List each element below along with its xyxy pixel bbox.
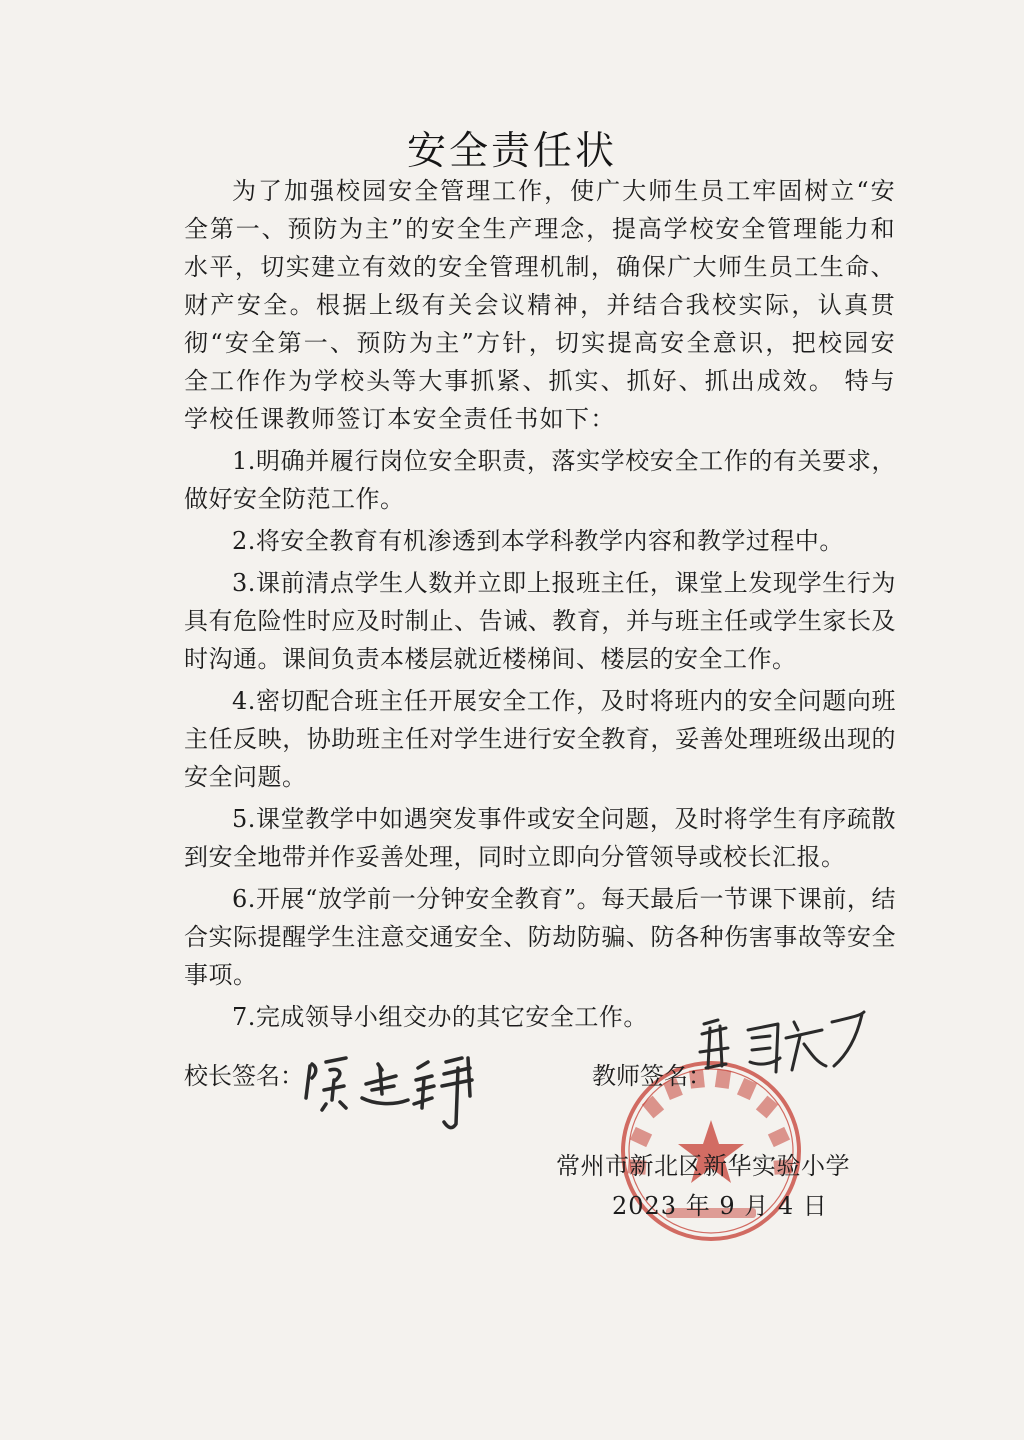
document-title: 安全责任状	[406, 129, 617, 174]
clause-2: 2.将安全教育有机渗透到本学科教学内容和教学过程中。	[232, 527, 844, 555]
principal-signature	[292, 1038, 502, 1138]
clause-7: 7.完成领导小组交办的其它安全工作。	[232, 1003, 648, 1031]
teacher-signature	[682, 1008, 872, 1098]
clause-3: 3.课前清点学生人数并立即上报班主任，课堂上发现学生行为具有危险性时应及时制止、告诫、教育，并与班主任或学生家长及时沟通。课间负责本楼层就近楼梯间、楼层的安全工作。	[184, 569, 896, 673]
clause-5: 5.课堂教学中如遇突发事件或安全问题，及时将学生有序疏散到安全地带并作妥善处理，同时立即向分管领导或校长汇报。	[184, 805, 896, 871]
teacher-signature-label: 教师签名：	[592, 1062, 712, 1090]
intro-paragraph: 为了加强校园安全管理工作，使广大师生员工牢固树立“安全第一、预防为主”的安全生产理念，提高学校安全管理能力和水平，切实建立有效的安全管理机制，确保广大师生员工生命、财产安全。根据上级有关会议精神，并结合我校实际，认真贯彻“安全第一、预防为主”方针，切实提高安全意识，把校园安全工作作为学校头等大事抓紧、抓实、抓好、抓出成效。 特与学校任课教师签订本安全责任书如下：	[184, 177, 896, 433]
signing-date: 2023 年 9 月 4 日	[612, 1192, 828, 1220]
clause-1: 1.明确并履行岗位安全职责，落实学校安全工作的有关要求，做好安全防范工作。	[184, 447, 896, 513]
principal-signature-label: 校长签名：	[184, 1062, 304, 1090]
clause-6: 6.开展“放学前一分钟安全教育”。每天最后一节课下课前，结合实际提醒学生注意交通安全、防劫防骗、防各种伤害事故等安全事项。	[184, 885, 896, 989]
document-body	[184, 172, 896, 1036]
clause-4: 4.密切配合班主任开展安全工作，及时将班内的安全问题向班主任反映，协助班主任对学生进行安全教育，妥善处理班级出现的安全问题。	[184, 687, 896, 791]
school-name: 常州市新北区新华实验小学	[556, 1152, 850, 1180]
